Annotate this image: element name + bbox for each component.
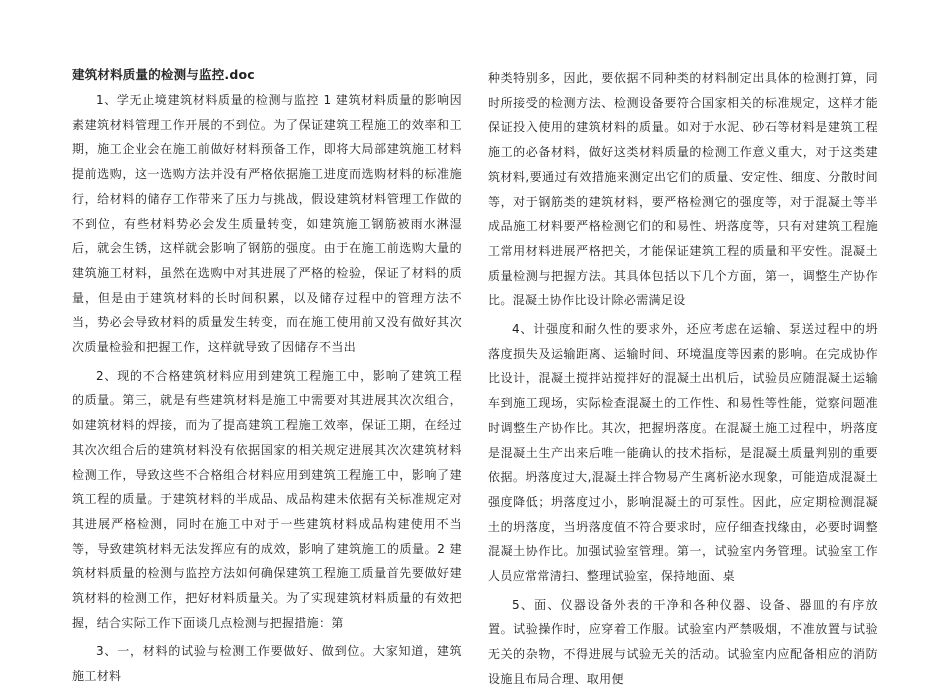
paragraph-4: 4、计强度和耐久性的要求外，还应考虑在运输、泵送过程中的坍落度损失及运输距离、运输时间、环境温度等因素的影响。在完成协作比设计，混凝土搅拌站搅拌好的混凝土出机后，试验员应随混凝土运输车到施工现场，实际检查混凝土的工作性、和易性等性能，觉察问题准时调整生产协作比。其次，把握坍落度。在混凝土施工过程中，坍落度是混凝土生产出来后唯一能确认的技术指标，是混凝土质量判别的重要依据。坍落度过大,混凝土拌合物易产生离析泌水现象，可能造成混凝土强度降低；坍落度过小，影响混凝土的可泵性。因此，应定期检测混凝土的坍落度，当坍落度值不符合要求时，应仔细查找缘由，必要时调整混凝土协作比。加强试验室管理。第一，试验室内务管理。试验室工作人员应常常清扫、整理试验室，保持地面、桌 [488, 322, 878, 584]
left-column [72, 62, 462, 693]
paragraph-1: 1、学无止境建筑材料质量的检测与监控 1 建筑材料质量的影响因素建筑材料管理工作开展的不到位。为了保证建筑工程施工的效率和工期，施工企业会在施工前做好材料预备工作，即将大局部建筑施工材料提前选购，这一选购方法并没有严格依据施工进度而选购材料的标准施行，给材料的储存工作带来了压力与挑战，假设建筑材料管理工作做的不到位，有些材料势必会发生质量转变，如建筑施工钢筋被雨水淋湿后，就会生锈，这样就会影响了钢筋的强度。由于在施工前选购大量的建筑施工材料，虽然在选购中对其进展了严格的检验，保证了材料的质量，但是由于建筑材料的长时间积累，以及储存过程中的管理方法不当，势必会导致材料的质量发生转变，而在施工使用前又没有做好其次次质量检验和把握工作，这样就导致了因储存不当出 [72, 93, 462, 355]
paragraph-5: 5、面、仪器设备外表的干净和各种仪器、设备、器皿的有序放置。试验操作时，应穿着工作服。试验室内严禁吸烟，不准放置与试验无关的杂物，不得进展与试验无关的活动。试验室内应配备相应的消防设施且布局合理、取用便 [488, 597, 878, 686]
paragraph-3: 3、一，材料的试验与检测工作要做好、做到位。大家知道，建筑施工材料 [72, 644, 462, 684]
document-title: 建筑材料质量的检测与监控.doc [72, 67, 255, 82]
paragraph-2: 2、现的不合格建筑材料应用到建筑工程施工中，影响了建筑工程的质量。第三，就是有些建筑材料是施工中需要对其进展其次次组合，如建筑材料的焊接，而为了提高建筑工程施工效率，保证工期，在经过其次次组合后的建筑材料没有依据国家的相关规定进展其次次建筑材料检测工作，导致这些不合格组合材料应用到建筑工程施工中，影响了建筑工程的质量。于建筑材料的半成品、成品构建未依据有关标准规定对其进展严格检测，同时在施工中对于一些建筑材料成品构建使用不当等，导致建筑材料无法发挥应有的成效，影响了建筑施工的质量。2 建筑材料质量的检测与监控方法如何确保建筑工程施工质量首先要做好建筑材料的检测工作，把好材料质量关。为了实现建筑材料质量的有效把握，结合实际工作下面谈几点检测与把握措施：第 [72, 368, 462, 630]
right-column [488, 66, 878, 696]
paragraph-3-continued: 种类特别多，因此，要依据不同种类的材料制定出具体的检测打算，同时所接受的检测方法、检测设备要符合国家相关的标准规定，这样才能保证投入使用的建筑材料的质量。如对于水泥、砂石等材料是建筑工程施工的必备材料，做好这类材料质量的检测工作意义重大，对于这类建筑材料,要通过有效措施来测定出它们的质量、安定性、细度、分散时间等，对于钢筋类的建筑材料，要严格检测它的强度等，对于混凝土等半成品施工材料要严格检测它们的和易性、坍落度等，只有对建筑工程施工常用材料进展严格把关，才能保证建筑工程的质量和平安性。混凝土质量检测与把握方法。其具体包括以下几个方面，第一，调整生产协作比。混凝土协作比设计除必需满足设 [488, 71, 878, 308]
